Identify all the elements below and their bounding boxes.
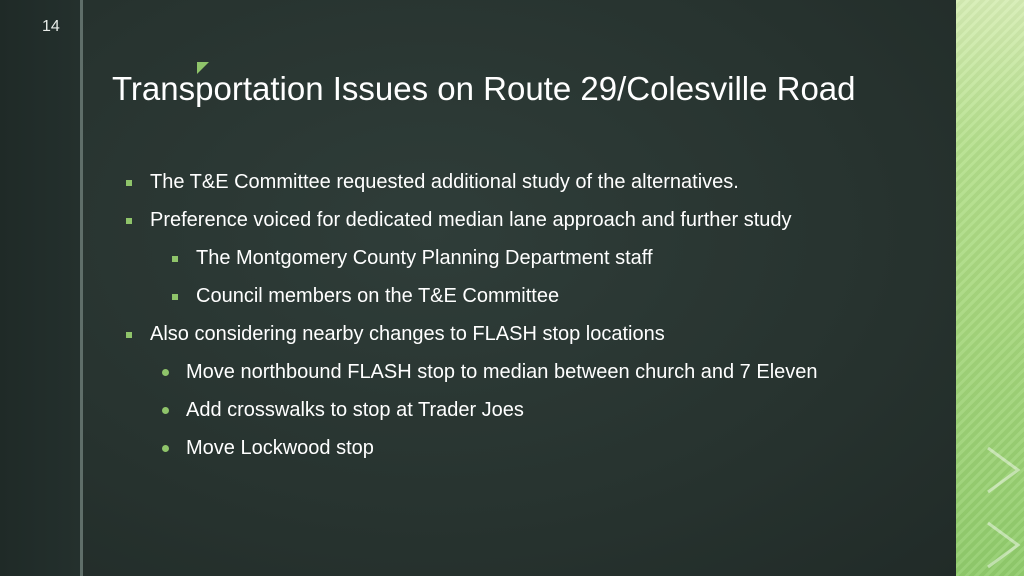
chevron-right-icon [984, 440, 1024, 500]
bullet-dot-icon [162, 369, 169, 376]
bullet-text: Preference voiced for dedicated median lane approach and further study [150, 209, 792, 231]
bullet-text: Also considering nearby changes to FLASH stop locations [150, 323, 665, 345]
chevron-right-icon [984, 515, 1024, 575]
bullet-text: Council members on the T&E Committee [196, 285, 560, 307]
sub-bullet-item [172, 247, 653, 270]
bullet-text: The T&E Committee requested additional study of the alternatives. [150, 171, 739, 193]
bullet-square-icon [126, 218, 132, 224]
bullet-item [126, 209, 792, 232]
sub-bullet-item [162, 399, 524, 422]
bullet-item [126, 323, 665, 346]
slide-number: 14 [42, 18, 60, 35]
bullet-square-icon [126, 332, 132, 338]
bullet-text: Move Lockwood stop [186, 437, 374, 459]
bullet-item [126, 171, 739, 194]
bullet-square-icon [126, 180, 132, 186]
bullet-dot-icon [162, 445, 169, 452]
bullet-text: The Montgomery County Planning Department staff [196, 247, 653, 269]
left-sidebar-band [0, 0, 80, 576]
bullet-square-icon [172, 294, 178, 300]
sub-bullet-item [162, 437, 374, 460]
sub-bullet-item [162, 361, 818, 384]
bullet-dot-icon [162, 407, 169, 414]
left-divider-line [80, 0, 83, 576]
decorative-green-strip [956, 0, 1024, 576]
slide-title: Transportation Issues on Route 29/Colesville Road [112, 70, 856, 107]
sub-bullet-item [172, 285, 559, 308]
bullet-text: Move northbound FLASH stop to median between church and 7 Eleven [186, 361, 818, 383]
bullet-square-icon [172, 256, 178, 262]
bullet-text: Add crosswalks to stop at Trader Joes [186, 399, 524, 421]
